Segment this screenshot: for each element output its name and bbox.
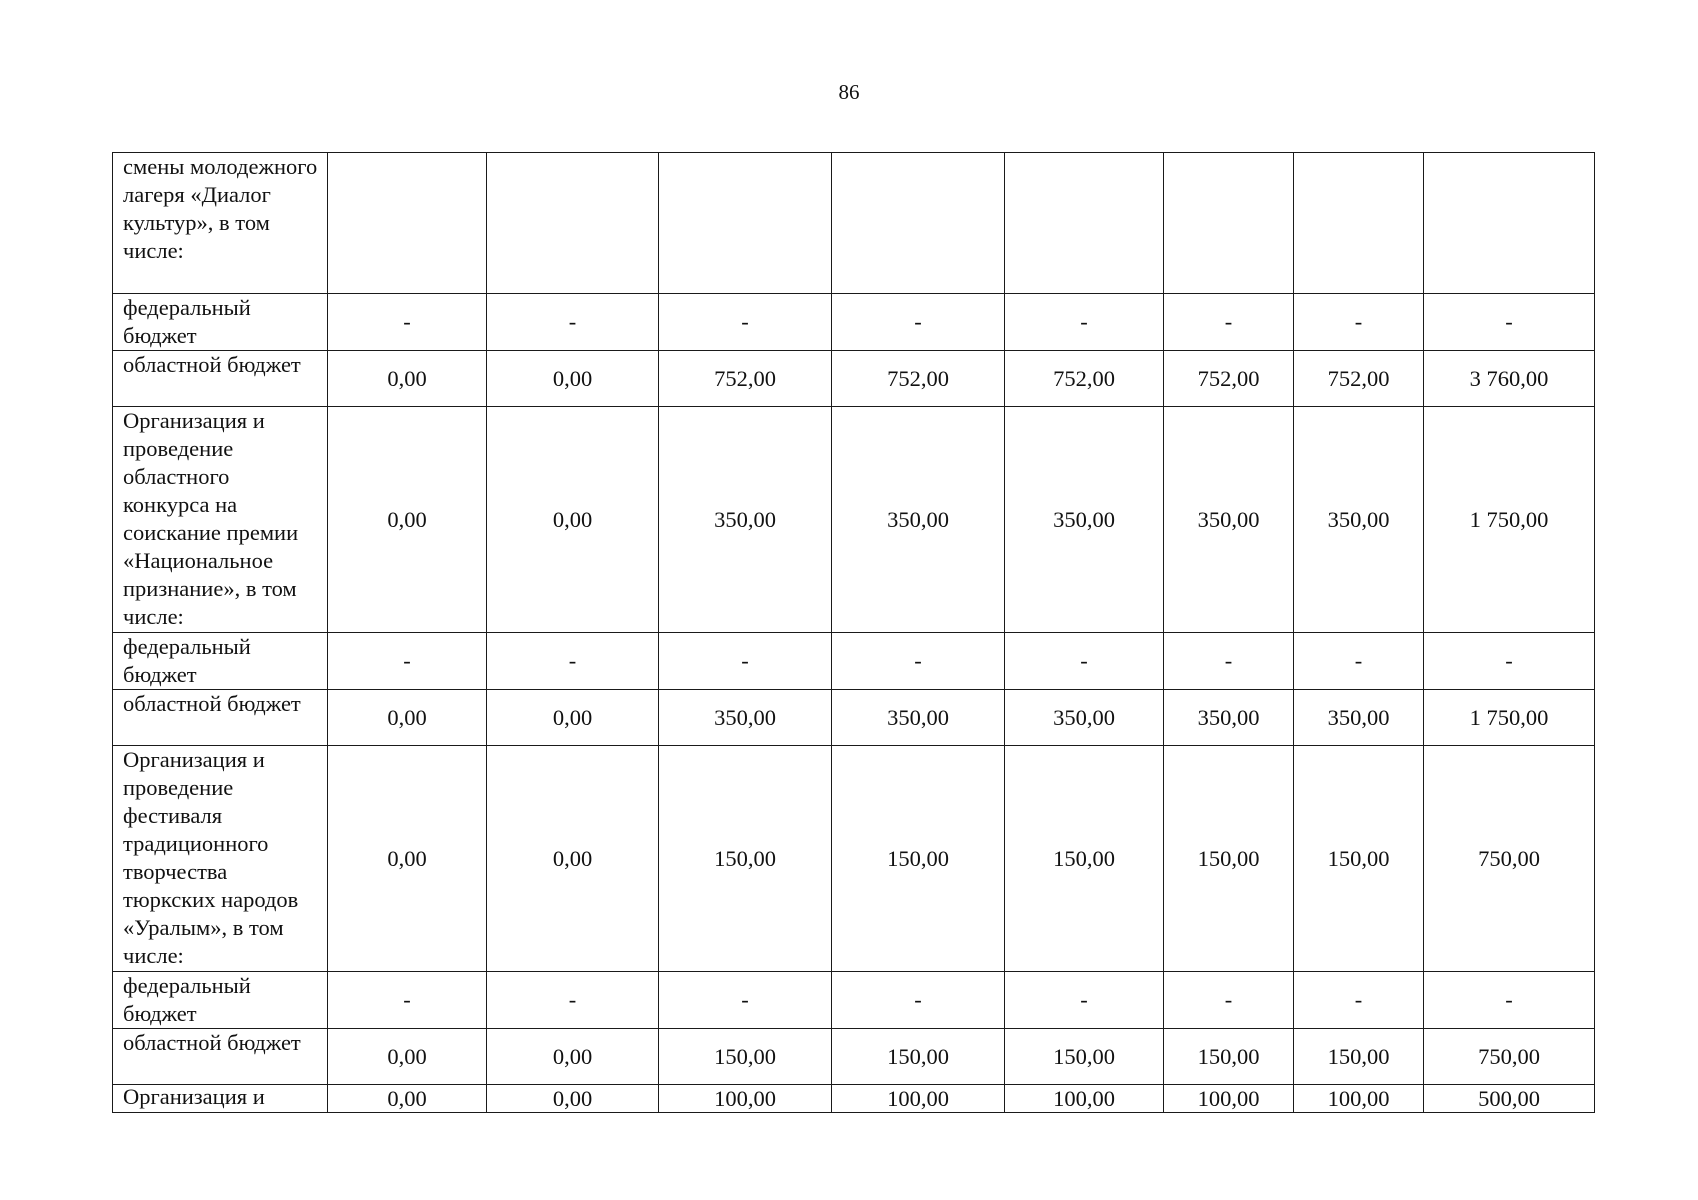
value-cell: - [1294, 294, 1424, 351]
value-cell: 752,00 [659, 351, 832, 407]
value-cell: 0,00 [328, 690, 487, 746]
value-cell: 150,00 [659, 1029, 832, 1085]
value-cell: 752,00 [1005, 351, 1164, 407]
value-cell [487, 153, 659, 294]
value-cell: - [659, 294, 832, 351]
value-cell: 150,00 [1164, 746, 1294, 972]
value-cell: 350,00 [832, 407, 1005, 633]
value-cell: 350,00 [659, 407, 832, 633]
table-row [113, 690, 1595, 746]
value-cell: 150,00 [1294, 1029, 1424, 1085]
value-cell: 1 750,00 [1424, 407, 1595, 633]
value-cell: - [1294, 972, 1424, 1029]
value-cell: - [487, 633, 659, 690]
value-cell: 100,00 [1164, 1085, 1294, 1113]
row-label: Организация и [113, 1085, 328, 1113]
value-cell: 752,00 [832, 351, 1005, 407]
value-cell: 150,00 [1005, 746, 1164, 972]
row-label: областной бюджет [113, 1029, 328, 1085]
value-cell: 150,00 [659, 746, 832, 972]
value-cell: 100,00 [1294, 1085, 1424, 1113]
table-row [113, 407, 1595, 633]
row-label: областной бюджет [113, 351, 328, 407]
row-label: федеральный бюджет [113, 972, 328, 1029]
value-cell: 0,00 [328, 351, 487, 407]
row-label: Организация и проведение фестиваля традиционного творчества тюркских народов «Уралым», в том числе: [113, 746, 328, 972]
value-cell: 0,00 [487, 746, 659, 972]
value-cell: 150,00 [1164, 1029, 1294, 1085]
table-row [113, 1029, 1595, 1085]
value-cell: - [328, 972, 487, 1029]
value-cell: - [832, 294, 1005, 351]
value-cell: 0,00 [487, 351, 659, 407]
value-cell: 100,00 [832, 1085, 1005, 1113]
value-cell: 500,00 [1424, 1085, 1595, 1113]
table-row [113, 633, 1595, 690]
value-cell: 0,00 [328, 407, 487, 633]
value-cell: - [487, 294, 659, 351]
value-cell: 100,00 [1005, 1085, 1164, 1113]
value-cell: - [1164, 294, 1294, 351]
value-cell [1005, 153, 1164, 294]
table-row [113, 972, 1595, 1029]
value-cell: 1 750,00 [1424, 690, 1595, 746]
value-cell: - [487, 972, 659, 1029]
value-cell: 0,00 [328, 746, 487, 972]
table-row [113, 1085, 1595, 1113]
value-cell: 750,00 [1424, 1029, 1595, 1085]
value-cell: 150,00 [1005, 1029, 1164, 1085]
value-cell: 150,00 [832, 1029, 1005, 1085]
value-cell: - [832, 972, 1005, 1029]
value-cell: 0,00 [487, 1029, 659, 1085]
value-cell: 150,00 [832, 746, 1005, 972]
value-cell: 350,00 [659, 690, 832, 746]
row-label: федеральный бюджет [113, 633, 328, 690]
value-cell: - [328, 633, 487, 690]
value-cell: 752,00 [1294, 351, 1424, 407]
value-cell [832, 153, 1005, 294]
budget-table [112, 152, 1595, 1113]
value-cell [1164, 153, 1294, 294]
value-cell: - [1424, 633, 1595, 690]
value-cell [328, 153, 487, 294]
value-cell: 0,00 [487, 407, 659, 633]
value-cell: - [1424, 294, 1595, 351]
page-number: 86 [838, 80, 860, 104]
row-label: областной бюджет [113, 690, 328, 746]
table-row [113, 153, 1595, 294]
value-cell: 752,00 [1164, 351, 1294, 407]
value-cell: 350,00 [1164, 690, 1294, 746]
value-cell: 350,00 [832, 690, 1005, 746]
table-row [113, 351, 1595, 407]
value-cell: 350,00 [1294, 407, 1424, 633]
value-cell: - [1005, 294, 1164, 351]
value-cell: 150,00 [1294, 746, 1424, 972]
value-cell: 0,00 [328, 1085, 487, 1113]
value-cell [1424, 153, 1595, 294]
value-cell: - [832, 633, 1005, 690]
row-label: Организация и проведение областного конкурса на соискание премии «Национальное признание», в том числе: [113, 407, 328, 633]
value-cell [659, 153, 832, 294]
table-row [113, 294, 1595, 351]
value-cell: - [1294, 633, 1424, 690]
value-cell: 3 760,00 [1424, 351, 1595, 407]
value-cell: - [1164, 633, 1294, 690]
value-cell: - [328, 294, 487, 351]
value-cell [1294, 153, 1424, 294]
value-cell: 0,00 [487, 690, 659, 746]
value-cell: - [1424, 972, 1595, 1029]
value-cell: 0,00 [328, 1029, 487, 1085]
row-label: смены молодежного лагеря «Диалог культур», в том числе: [113, 153, 328, 294]
row-label: федеральный бюджет [113, 294, 328, 351]
table-row [113, 746, 1595, 972]
value-cell: - [659, 633, 832, 690]
value-cell: - [1005, 633, 1164, 690]
value-cell: 100,00 [659, 1085, 832, 1113]
value-cell: 750,00 [1424, 746, 1595, 972]
value-cell: 350,00 [1005, 407, 1164, 633]
value-cell: 350,00 [1005, 690, 1164, 746]
value-cell: 350,00 [1294, 690, 1424, 746]
value-cell: - [1164, 972, 1294, 1029]
value-cell: - [659, 972, 832, 1029]
value-cell: 0,00 [487, 1085, 659, 1113]
value-cell: - [1005, 972, 1164, 1029]
value-cell: 350,00 [1164, 407, 1294, 633]
